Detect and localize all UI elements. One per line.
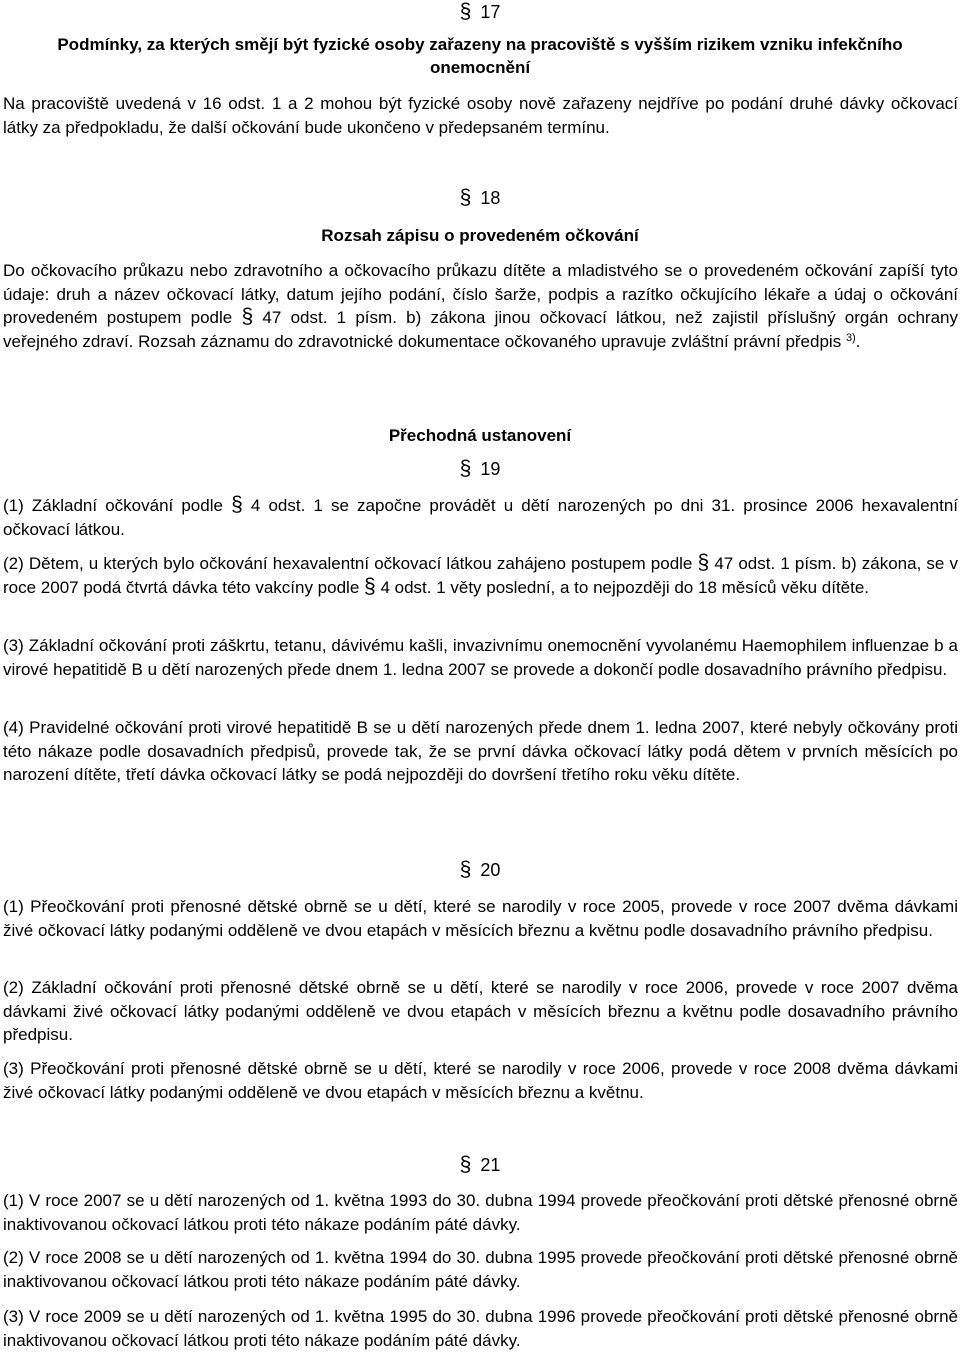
section-sign: § (459, 858, 472, 881)
section-sign: § (459, 186, 472, 209)
section-sign: § (697, 551, 710, 574)
section-19-paragraph-1 (3, 494, 958, 541)
section-number: 20 (480, 860, 501, 880)
section-19-paragraph-2 (3, 552, 958, 599)
section-18-number (0, 186, 960, 210)
section-19-paragraph-3: (3) Základní očkování proti záškrtu, tetanu, dávivému kašli, invazivnímu onemocnění vyvolanému Haemophilem influenzae b a virové hepatitidě B u dětí narozených přede dnem 1. ledna 2007 se provede a dokončí podle dosavadního právního předpisu. (3, 636, 958, 679)
paragraph-part: 4 odst. 1 se započne provádět u dětí narozených po dni 31. prosince 2006 hexavalentní očkovací látkou. (3, 496, 958, 539)
section-17-heading: Podmínky, za kterých smějí být fyzické osoby zařazeny na pracoviště s vyšším rizikem vzniku infekčního onemocnění (57, 35, 903, 77)
section-18-text-part: Do očkovacího průkazu nebo zdravotního a očkovacího průkazu dítěte a mladistvého se o provedeném očkování zapíší tyto údaje: druh a název očkovací látky, datum jejího podání, číslo šarže, podpis a razítko očkujícího lékaře a údaj o očkování provedeném postupem podle (3, 261, 958, 328)
section-19-number (0, 457, 960, 481)
section-sign: § (459, 457, 472, 480)
section-sign: § (231, 493, 243, 516)
section-17-text: Na pracoviště uvedená v 16 odst. 1 a 2 mohou být fyzické osoby nově zařazeny nejdříve po podání druhé dávky očkovací látky za předpokladu, že další očkování bude ukončeno v předepsaném termínu. (3, 94, 958, 137)
footnote-ref: 3) (845, 331, 856, 344)
section-21-paragraph-1: (1) V roce 2007 se u dětí narozených od 1. května 1993 do 30. dubna 1994 provede přeočkování proti dětské přenosné obrně inaktivovanou očkovací látkou proti této nákaze podáním páté dávky. (3, 1191, 958, 1234)
transitional-heading: Přechodná ustanovení (388, 426, 572, 445)
section-18-text-end: . (855, 331, 861, 351)
section-17-number (0, 0, 960, 24)
section-sign: § (241, 305, 254, 329)
section-number: 18 (480, 188, 501, 208)
paragraph-part: 4 odst. 1 věty poslední, a to nejpozději do 18 měsíců věku dítěte. (380, 577, 870, 597)
section-18-text (3, 259, 958, 353)
section-20-paragraph-2: (2) Základní očkování proti přenosné dětské obrně se u dětí, které se narodily v roce 2006, provede v roce 2007 dvěma dávkami živé očkovací látky podanými odděleně ve dvou etapách v měsících březnu a květnu podle dosavadního právního předpisu. (3, 978, 958, 1045)
section-number: 17 (480, 2, 501, 22)
paragraph-part: (2) Dětem, u kterých bylo očkování hexavalentní očkovací látkou zahájeno postupem podle (3, 554, 693, 573)
section-20-paragraph-1: (1) Přeočkování proti přenosné dětské obrně se u dětí, které se narodily v roce 2005, provede v roce 2007 dvěma dávkami živé očkovací látky podanými odděleně ve dvou etapách v měsících březnu a květnu podle dosavadního právního předpisu. (3, 897, 958, 940)
section-20-number (0, 858, 960, 882)
section-21-paragraph-2: (2) V roce 2008 se u dětí narozených od 1. května 1994 do 30. dubna 1995 provede přeočkování proti dětské přenosné obrně inaktivovanou očkovací látkou proti této nákaze podáním páté dávky. (3, 1248, 958, 1291)
paragraph-part: 47 odst. 1 písm. b) zákona, se v roce 2007 podá čtvrtá dávka této vakcíny podle (3, 554, 958, 597)
paragraph-part: (1) Základní očkování podle (3, 496, 223, 515)
section-18-heading: Rozsah zápisu o provedeném očkování (321, 226, 639, 245)
section-number: 21 (480, 1155, 501, 1175)
section-19-paragraph-4: (4) Pravidelné očkování proti virové hepatitidě B se u dětí narozených přede dnem 1. ledna 2007, které nebyly očkovány proti této nákaze podle dosavadních předpisů, provede tak, že se první dávka očkovací látky podá dětem v prvních měsících po narození dítěte, třetí dávka očkovací látky se podá nejpozději do dovršení třetího roku věku dítěte. (3, 718, 958, 785)
section-sign: § (459, 1153, 472, 1176)
section-20-paragraph-3: (3) Přeočkování proti přenosné dětské obrně se u dětí, které se narodily v roce 2006, provede v roce 2008 dvěma dávkami živé očkovací látky podanými odděleně ve dvou etapách v měsících březnu a květnu. (3, 1059, 958, 1102)
section-18-text-part: 47 odst. 1 písm. b) zákona jinou očkovací látkou, než zajistil příslušný orgán ochrany veřejného zdraví. Rozsah záznamu do zdravotnické dokumentace očkovaného upravuje zvláštní právní předpis (3, 308, 958, 351)
section-sign: § (364, 574, 376, 598)
section-21-paragraph-3: (3) V roce 2009 se u dětí narozených od 1. května 1995 do 30. dubna 1996 provede přeočkování proti dětské přenosné obrně inaktivovanou očkovací látkou proti této nákaze podáním páté dávky. (3, 1307, 958, 1350)
section-21-number (0, 1153, 960, 1177)
section-number: 19 (480, 459, 501, 479)
section-sign: § (459, 0, 472, 23)
